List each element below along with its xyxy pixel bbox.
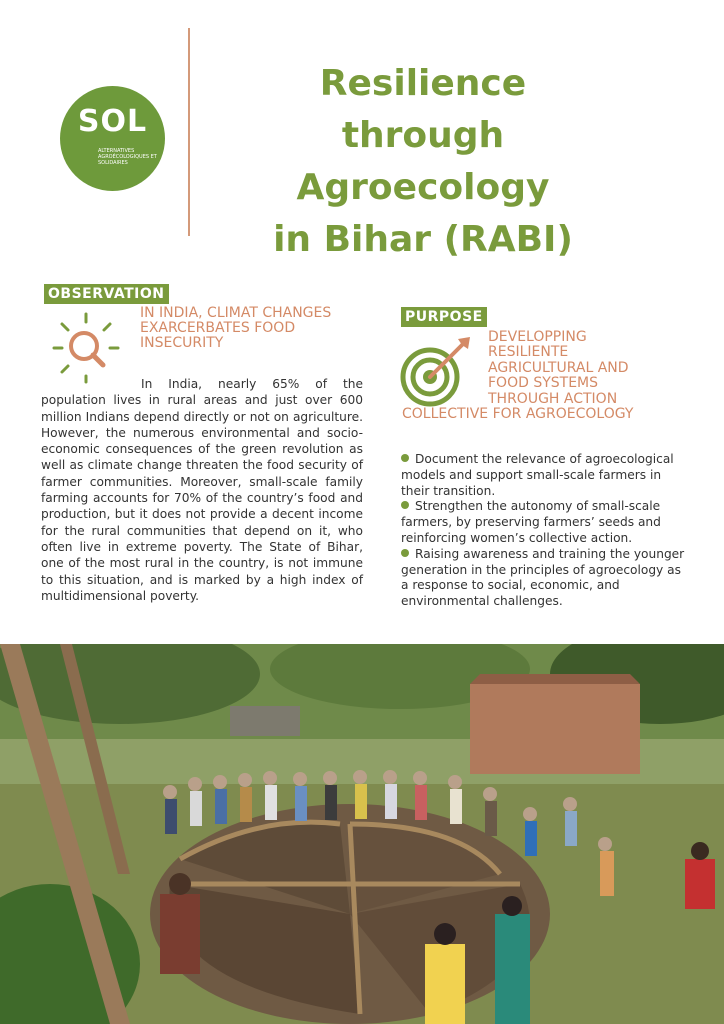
list-item-text: Raising awareness and training the younger generation in the principles of agroecology as a response to social, economic, and environmental challenges. bbox=[401, 546, 685, 609]
logo-subtitle: ALTERNATIVES AGROÉCOLOGIQUES ET SOLIDAIRES bbox=[98, 148, 157, 166]
title-line: through bbox=[341, 115, 505, 156]
purpose-heading bbox=[402, 330, 662, 422]
bullet-icon bbox=[401, 501, 409, 509]
list-item bbox=[401, 452, 691, 499]
logo-word: SOL bbox=[77, 104, 148, 139]
page-title bbox=[258, 58, 588, 266]
title-line: Agroecology bbox=[296, 167, 550, 208]
bullet-icon bbox=[401, 454, 409, 462]
list-item-text: Document the relevance of agroecological models and support small-scale farmers in their transition. bbox=[401, 452, 674, 498]
observation-heading: IN INDIA, CLIMAT CHANGES EXARCERBATES FOOD INSECURITY bbox=[140, 305, 332, 351]
list-item-text: Strengthen the autonomy of small-scale farmers, by preserving farmers’ seeds and reinforcing women’s collective action. bbox=[401, 499, 661, 545]
bullet-icon bbox=[401, 549, 409, 557]
sol-logo bbox=[60, 86, 165, 191]
purpose-heading-line: AGRICULTURAL AND bbox=[488, 359, 629, 376]
list-item bbox=[401, 547, 691, 610]
title-line: Resilience bbox=[319, 63, 527, 104]
purpose-heading-line: DEVELOPPING bbox=[488, 329, 587, 345]
purpose-list bbox=[401, 452, 691, 610]
magnifier-sun-icon bbox=[46, 310, 126, 384]
field-photo bbox=[0, 644, 724, 1024]
purpose-heading-line: THROUGH ACTION bbox=[488, 390, 618, 407]
purpose-tag: PURPOSE bbox=[401, 307, 487, 327]
purpose-heading-line: COLLECTIVE FOR AGROECOLOGY bbox=[402, 406, 634, 423]
header-divider bbox=[188, 28, 190, 236]
list-item bbox=[401, 499, 691, 546]
observation-tag: OBSERVATION bbox=[44, 284, 169, 304]
purpose-heading-line: FOOD SYSTEMS bbox=[488, 375, 599, 392]
purpose-heading-line: RESILIENTE bbox=[488, 344, 569, 361]
title-line: in Bihar (RABI) bbox=[273, 219, 573, 260]
observation-body: In India, nearly 65% of the population lives in rural areas and just over 600 million Indians depend directly or not on agriculture. However, the numerous environmental and socio-economic consequences of the green revolution as well as climate change threaten the food security of farmer communities. Moreover, small-scale family farming accounts for 70% of the country’s food and production, but it does not provide a decent income for the rural communities that depend on it, who often live in extreme poverty. The State of Bihar, one of the most rural in the country, is not immune to this situation, and is marked by a high index of multidimensional poverty. bbox=[41, 377, 363, 603]
